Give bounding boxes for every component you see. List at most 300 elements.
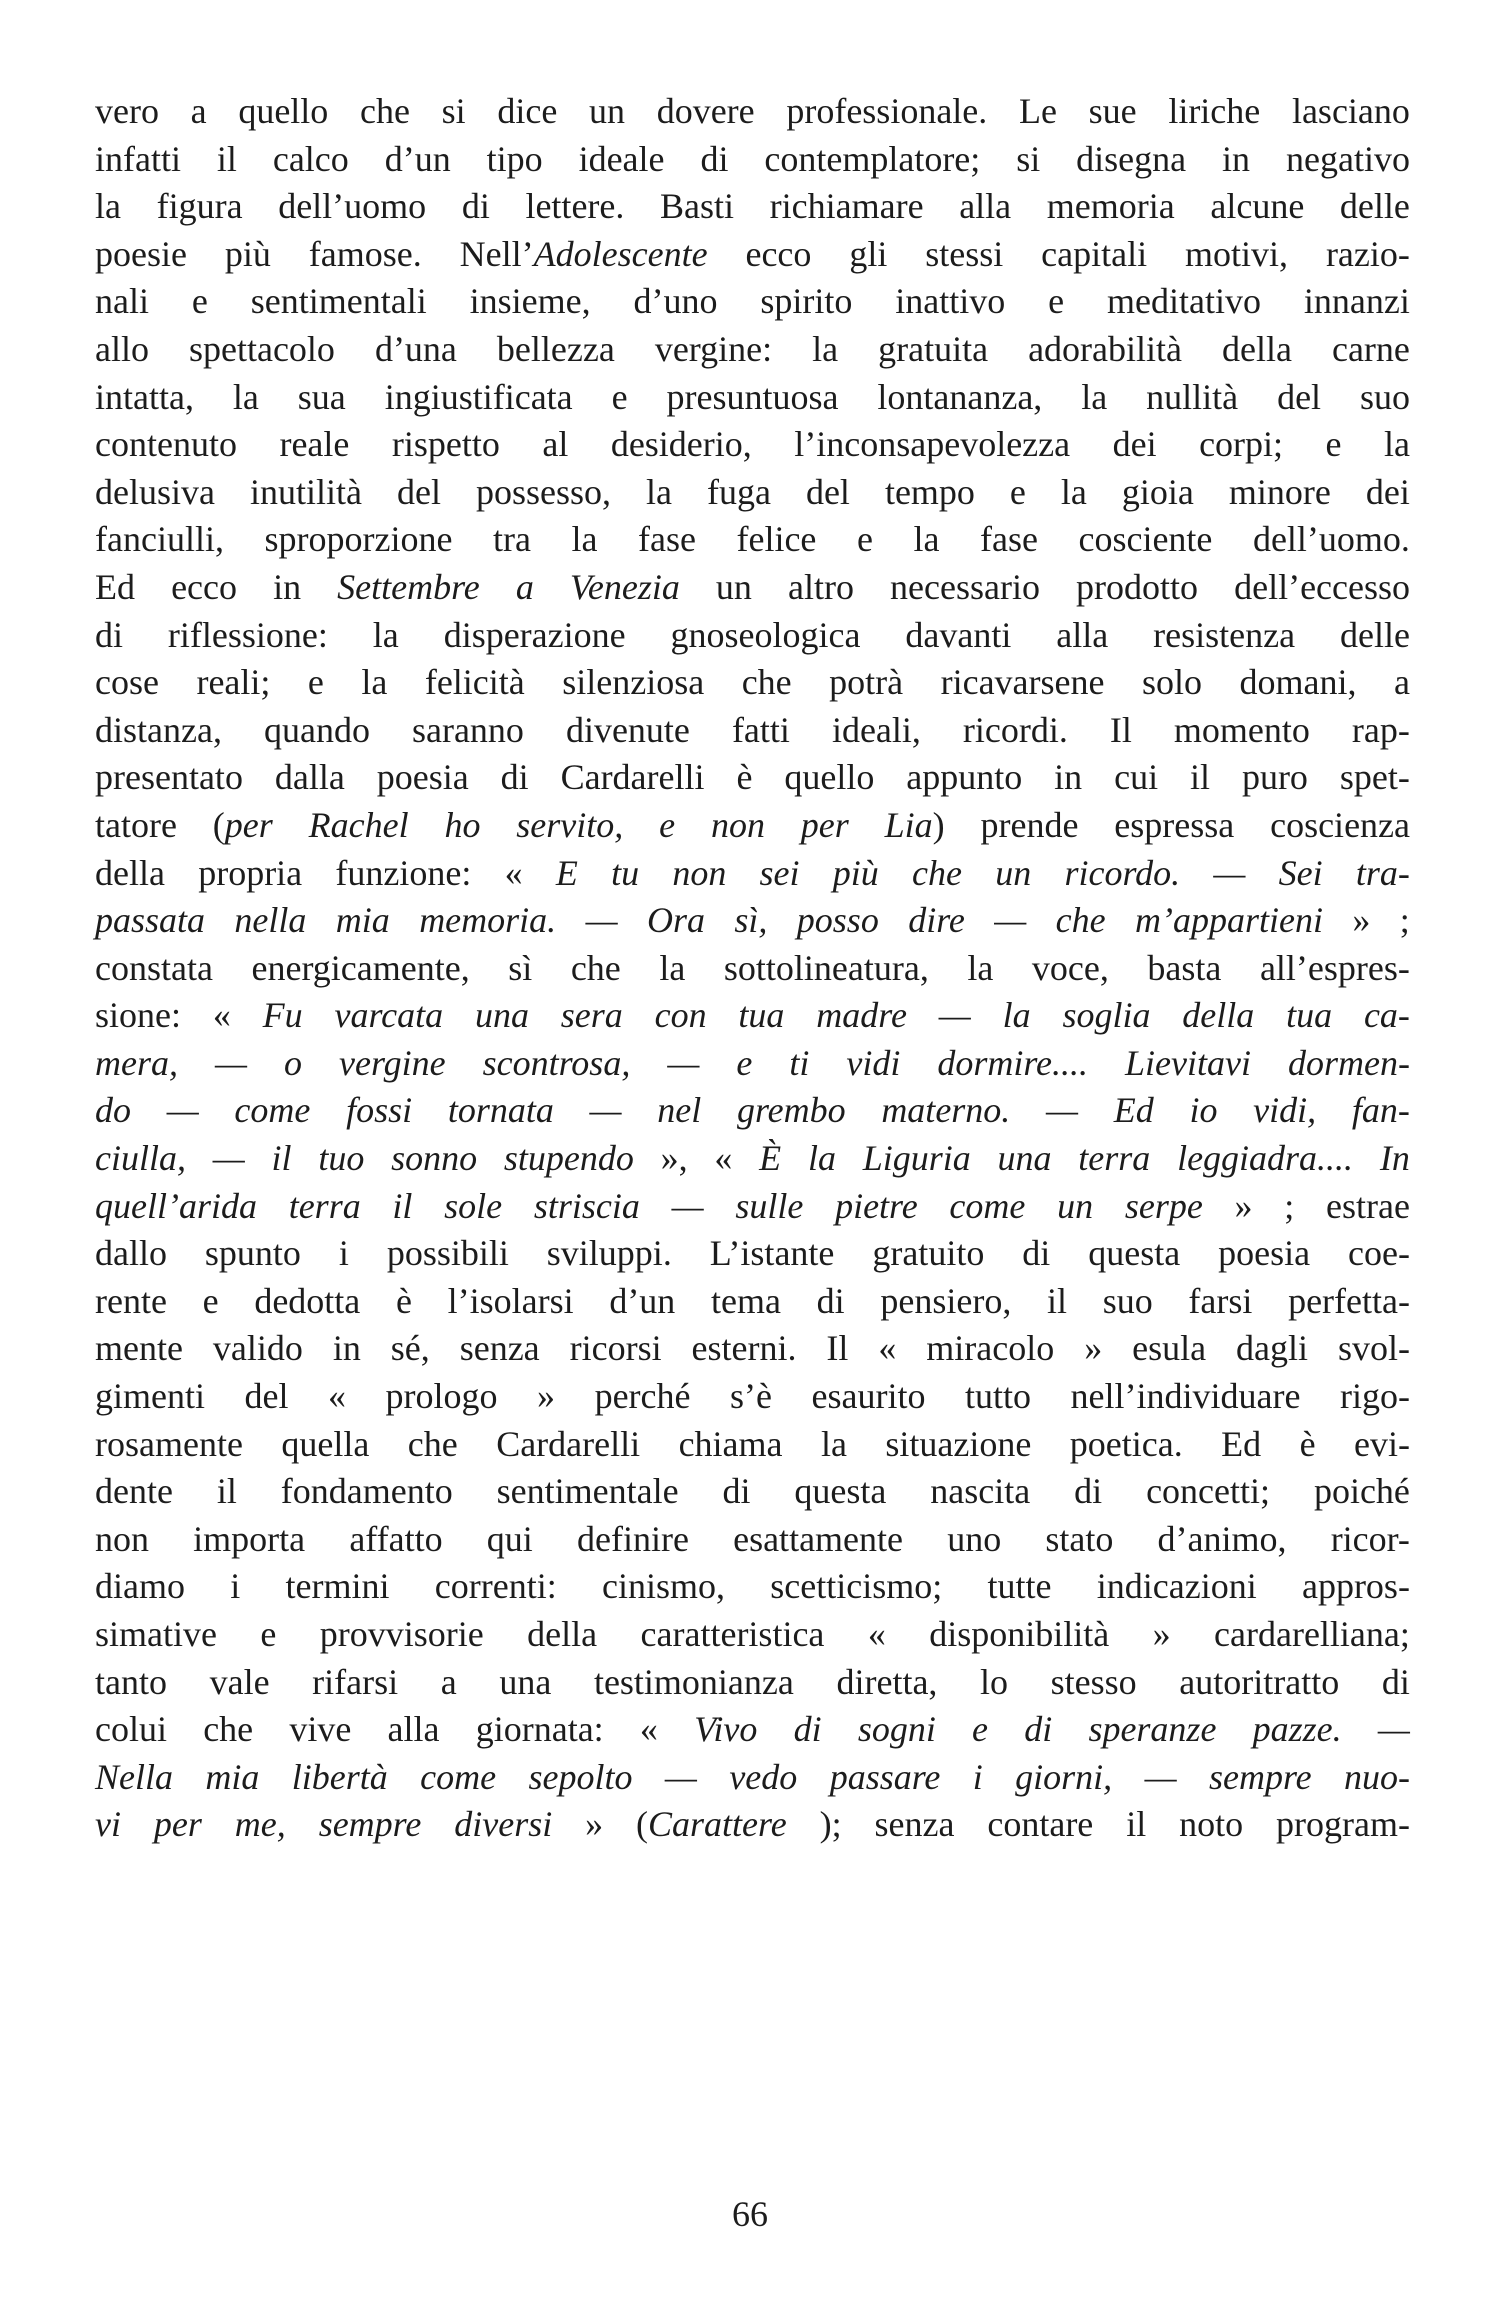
word: spettacolo — [188, 328, 335, 369]
word: quella — [281, 1423, 370, 1464]
word: il — [1126, 1804, 1147, 1845]
word: ( — [212, 804, 225, 845]
word: cui — [1114, 757, 1159, 798]
text-line — [95, 136, 1410, 184]
word: ricor- — [1330, 1518, 1410, 1559]
word: solo — [1141, 662, 1202, 703]
word: e — [1325, 424, 1342, 465]
word: la — [232, 376, 259, 417]
italic-word: vidi — [846, 1042, 901, 1083]
word: dell’uomo. — [1252, 519, 1410, 560]
italic-word: la — [1002, 995, 1031, 1036]
word: » — [1234, 1185, 1253, 1226]
word: domani, — [1239, 662, 1357, 703]
word: allo — [95, 328, 149, 369]
italic-word: leggiadra.... — [1177, 1138, 1354, 1179]
word: del — [396, 471, 441, 512]
word: coe- — [1348, 1233, 1410, 1274]
word: lo — [980, 1661, 1009, 1702]
word: ecco — [171, 566, 237, 607]
word: adorabilità — [1028, 328, 1182, 369]
word: il — [216, 1471, 237, 1512]
word: negativo — [1285, 138, 1410, 179]
italic-word: — — [212, 1138, 245, 1179]
italic-word: sempre — [1208, 1756, 1312, 1797]
italic-word: scontrosa, — [482, 1042, 631, 1083]
word: bellezza — [496, 328, 615, 369]
word: felice — [736, 519, 817, 560]
word: potrà — [829, 662, 904, 703]
word: « — [212, 995, 231, 1036]
word: inutilità — [249, 471, 362, 512]
word: delle — [1339, 186, 1410, 227]
word: spunto — [204, 1233, 301, 1274]
italic-word: pazze. — [1252, 1709, 1342, 1750]
word: farsi — [1188, 1280, 1253, 1321]
text-line — [95, 88, 1410, 136]
word: ); — [819, 1804, 842, 1845]
text-line — [95, 897, 1410, 945]
italic-word: sole — [444, 1185, 503, 1226]
word: fanciulli, — [95, 519, 224, 560]
italic-word: nuo- — [1344, 1756, 1410, 1797]
word: Il — [826, 1328, 849, 1369]
word: figura — [156, 186, 243, 227]
word: al — [542, 424, 569, 465]
word: appros- — [1301, 1566, 1410, 1607]
italic-word: la — [807, 1138, 836, 1179]
word: il — [1190, 757, 1211, 798]
word: perfetta- — [1288, 1280, 1410, 1321]
word: la — [361, 662, 388, 703]
text-line — [95, 992, 1410, 1040]
italic-word: quell’arida — [95, 1185, 257, 1226]
word: del — [1277, 376, 1322, 417]
italic-word: mia — [335, 900, 390, 941]
word: a — [1393, 662, 1410, 703]
word: espressa — [1114, 804, 1235, 845]
word: fuga — [706, 471, 771, 512]
word: simative — [95, 1614, 217, 1654]
word: miracolo — [926, 1328, 1055, 1369]
text-line — [95, 1659, 1410, 1707]
word: gratuita — [878, 328, 989, 369]
word: chiama — [678, 1423, 783, 1464]
text-line — [95, 1183, 1410, 1231]
word: poesia — [1218, 1233, 1311, 1274]
word: che — [203, 1709, 254, 1750]
word: la — [967, 947, 994, 988]
word: dallo — [95, 1233, 167, 1274]
word: vergine: — [654, 328, 773, 369]
word: divenute — [565, 709, 690, 750]
italic-word: sonno — [391, 1138, 478, 1179]
word: dice — [497, 91, 558, 131]
word: d’una — [374, 328, 457, 369]
word: innanzi — [1303, 281, 1410, 322]
word-group — [213, 802, 273, 850]
word: ; — [1399, 900, 1410, 941]
word: si — [441, 91, 466, 131]
word: si — [1016, 138, 1041, 179]
word: quando — [263, 709, 370, 750]
word: giornata: — [475, 1709, 604, 1750]
italic-word: terra — [288, 1185, 361, 1226]
text-line — [95, 183, 1410, 231]
text-line — [95, 1135, 1410, 1183]
text-line — [95, 945, 1410, 993]
word: gratuito — [872, 1233, 985, 1274]
word: e — [1048, 281, 1065, 322]
italic-word: una — [997, 1138, 1052, 1179]
word: la — [913, 519, 940, 560]
italic-word: grembo — [736, 1090, 846, 1131]
word: una — [499, 1661, 552, 1702]
word: di — [1381, 1661, 1410, 1702]
word: s’è — [730, 1376, 772, 1417]
word: « — [639, 1709, 658, 1750]
body-text — [95, 88, 1410, 1849]
word: alcune — [1210, 186, 1305, 227]
word: lasciano — [1291, 91, 1410, 131]
italic-word: — — [938, 995, 971, 1036]
word: insieme, — [469, 281, 591, 322]
word: la — [1060, 471, 1087, 512]
italic-word: un — [995, 852, 1032, 893]
word: che — [407, 1423, 458, 1464]
word: di — [700, 138, 729, 179]
italic-word: — — [1377, 1709, 1410, 1750]
word: gnoseologica — [670, 614, 861, 655]
word: « — [878, 1328, 897, 1369]
italic-word: Nella — [95, 1756, 173, 1797]
word: dedotta — [254, 1280, 361, 1321]
italic-word: che — [912, 852, 962, 893]
word: dell’eccesso — [1234, 566, 1410, 607]
italic-word: i — [972, 1756, 983, 1797]
word: Il — [1109, 709, 1132, 750]
word: qui — [486, 1518, 533, 1559]
word: richiamare — [769, 186, 924, 227]
word: sì — [508, 947, 533, 988]
italic-word: serpe — [1124, 1185, 1203, 1226]
word: gli — [849, 233, 888, 274]
word: e — [202, 1280, 219, 1321]
word: appunto — [906, 757, 1023, 798]
italic-word: fan- — [1351, 1090, 1410, 1131]
word: disperazione — [443, 614, 626, 655]
word: gimenti — [95, 1376, 205, 1417]
word: constata — [95, 947, 213, 988]
italic-word: Ed — [1113, 1090, 1154, 1131]
word: cardarelliana; — [1214, 1614, 1410, 1654]
word: presuntuosa — [666, 376, 839, 417]
italic-word: ciulla, — [95, 1138, 186, 1179]
word: lontananza, — [877, 376, 1043, 417]
word: la — [820, 1423, 847, 1464]
italic-word: Fu — [262, 995, 303, 1036]
italic-word: servito, — [516, 804, 624, 845]
italic-word: e — [659, 804, 676, 845]
word: dell’uomo — [278, 186, 427, 227]
italic-word: fossi — [346, 1090, 413, 1131]
word: cosciente — [1078, 519, 1213, 560]
word: sentimentale — [496, 1471, 679, 1512]
word: uno — [947, 1518, 1002, 1559]
italic-word: dire — [908, 900, 965, 941]
italic-word: tornata — [447, 1090, 554, 1131]
italic-word: vi — [95, 1804, 121, 1845]
word: » — [1352, 900, 1371, 941]
word: colui — [95, 1709, 167, 1750]
word: professionale. — [786, 91, 988, 131]
word: la — [646, 471, 672, 512]
word: Cardarelli — [560, 757, 705, 798]
word: nell’individuare — [1070, 1376, 1301, 1417]
word: Cardarelli — [496, 1423, 641, 1464]
word: che — [741, 662, 792, 703]
italic-word: — — [589, 1090, 622, 1131]
word: dovere — [656, 91, 755, 131]
word: del — [244, 1376, 289, 1417]
word: delle — [1339, 614, 1410, 655]
word: importa — [193, 1518, 306, 1559]
word: suo — [1102, 1280, 1153, 1321]
word: liriche — [1168, 91, 1261, 131]
italic-word: me, — [234, 1804, 286, 1845]
word: rigo- — [1339, 1376, 1410, 1417]
word: alla — [1056, 614, 1109, 655]
italic-word: sei — [759, 852, 800, 893]
word: tipo — [486, 138, 543, 179]
text-line — [95, 326, 1410, 374]
word: « — [867, 1614, 886, 1654]
word: rifarsi — [312, 1661, 399, 1702]
italic-word: Lievitavi — [1125, 1042, 1251, 1083]
word: quello — [784, 757, 875, 798]
italic-word: Lia — [884, 804, 933, 845]
word: dalla — [274, 757, 345, 798]
word: di — [722, 1471, 751, 1512]
word: » — [537, 1376, 556, 1417]
word: L’istante — [709, 1233, 835, 1274]
word: vale — [209, 1661, 270, 1702]
text-line — [95, 1278, 1410, 1326]
italic-word: posso — [796, 900, 879, 941]
word: Ed — [1221, 1423, 1262, 1464]
italic-word: memoria. — [419, 900, 557, 941]
word: momento — [1173, 709, 1310, 750]
italic-word: madre — [816, 995, 907, 1036]
text-line — [95, 612, 1410, 660]
word: contare — [987, 1804, 1094, 1845]
word: questa — [794, 1471, 887, 1512]
word: a — [440, 1661, 457, 1702]
word: razio- — [1325, 233, 1410, 274]
italic-word: per — [800, 804, 849, 845]
text-line — [95, 659, 1410, 707]
italic-word: il — [392, 1185, 413, 1226]
word: la — [372, 614, 399, 655]
word: che — [360, 91, 410, 131]
italic-word: per — [224, 804, 273, 845]
italic-word: e — [972, 1709, 989, 1750]
word: definire — [576, 1518, 689, 1559]
italic-word: sogni — [857, 1709, 936, 1750]
word: rente — [95, 1280, 167, 1321]
word: pensiero, — [880, 1280, 1012, 1321]
word: della — [95, 852, 165, 893]
italic-word: come — [420, 1756, 497, 1797]
word: sua — [297, 376, 346, 417]
word-group — [820, 1801, 842, 1849]
word: program- — [1276, 1804, 1410, 1845]
word: più — [224, 233, 271, 274]
word: » — [1084, 1328, 1103, 1369]
italic-word: E — [555, 852, 578, 893]
word: poetica. — [1069, 1423, 1183, 1464]
word: », — [660, 1138, 688, 1179]
italic-word: Settembre — [337, 566, 480, 607]
italic-word: materno. — [881, 1090, 1011, 1131]
word: ; — [1284, 1185, 1295, 1226]
page-number: 66 — [732, 2194, 768, 2234]
word: tutto — [965, 1376, 1032, 1417]
word-group — [885, 802, 945, 850]
text-line — [95, 1611, 1410, 1659]
word: rispetto — [391, 424, 500, 465]
italic-word: Vivo — [694, 1709, 758, 1750]
word: calco — [272, 138, 349, 179]
word: in — [1222, 138, 1251, 179]
text-line — [95, 850, 1410, 898]
word: inattivo — [895, 281, 1006, 322]
text-line — [95, 754, 1410, 802]
word: in — [1054, 757, 1083, 798]
italic-word: — — [1046, 1090, 1079, 1131]
word: disponibilità — [929, 1614, 1110, 1654]
word: affatto — [349, 1518, 443, 1559]
word: prologo — [385, 1376, 498, 1417]
word: e — [191, 281, 208, 322]
italic-word: sulle — [735, 1185, 804, 1226]
word: e — [611, 376, 628, 417]
word: » — [1152, 1614, 1171, 1654]
italic-word: io — [1189, 1090, 1218, 1131]
italic-word: dormire.... — [937, 1042, 1088, 1083]
word: gioia — [1121, 471, 1194, 512]
word: funzione: — [335, 852, 472, 893]
word: evi- — [1354, 1423, 1410, 1464]
italic-word: come — [234, 1090, 311, 1131]
italic-word: di — [1024, 1709, 1053, 1750]
word: suo — [1359, 376, 1410, 417]
word: caratteristica — [640, 1614, 825, 1654]
word: in — [273, 566, 302, 607]
italic-word: — — [1144, 1756, 1177, 1797]
italic-word: ricordo. — [1064, 852, 1181, 893]
italic-word: sera — [560, 995, 623, 1036]
word: di — [500, 757, 529, 798]
italic-word: una — [474, 995, 529, 1036]
text-line — [95, 278, 1410, 326]
italic-word: striscia — [533, 1185, 640, 1226]
word: della — [527, 1614, 598, 1654]
italic-word: Ora — [646, 900, 705, 941]
italic-word: della — [1182, 995, 1255, 1036]
text-line — [95, 469, 1410, 517]
word: alla — [959, 186, 1012, 227]
word: la — [659, 947, 686, 988]
italic-word: — — [166, 1090, 199, 1131]
word: reali; — [196, 662, 271, 703]
word: ideale — [578, 138, 665, 179]
word: ecco — [745, 233, 812, 274]
word: di — [1022, 1233, 1051, 1274]
italic-word: mera, — [95, 1042, 178, 1083]
word: e — [260, 1614, 277, 1654]
word: poesia — [376, 757, 469, 798]
word: la — [95, 186, 121, 227]
word-group — [460, 231, 708, 279]
word: autoritratto — [1179, 1661, 1340, 1702]
word: cose — [95, 662, 159, 703]
word: esaurito — [811, 1376, 926, 1417]
text-line — [95, 802, 1410, 850]
italic-word: — — [667, 1042, 700, 1083]
word: mente — [95, 1328, 183, 1369]
word: non — [95, 1518, 149, 1559]
word: tanto — [95, 1661, 167, 1702]
word: all’espres- — [1259, 947, 1410, 988]
word: poesie — [95, 233, 187, 274]
word: che — [570, 947, 621, 988]
italic-word: o — [284, 1042, 303, 1083]
word: di — [1074, 1471, 1103, 1512]
word: alla — [387, 1709, 440, 1750]
italic-word: ti — [789, 1042, 810, 1083]
word: voce, — [1031, 947, 1109, 988]
word: nali — [95, 281, 149, 322]
text-line — [95, 1040, 1410, 1088]
word: perché — [594, 1376, 691, 1417]
word: sottolineatura, — [723, 947, 929, 988]
italic-word: passare — [829, 1756, 941, 1797]
word: cinismo, — [602, 1566, 725, 1607]
text-line — [95, 1754, 1410, 1802]
italic-word: ca- — [1363, 995, 1410, 1036]
italic-word: Liguria — [862, 1138, 971, 1179]
italic-word: varcata — [334, 995, 444, 1036]
text-line — [95, 1706, 1410, 1754]
text-line — [95, 516, 1410, 564]
word: spet- — [1339, 757, 1410, 798]
word: prende — [980, 804, 1079, 845]
word: nullità — [1146, 376, 1239, 417]
word: puro — [1241, 757, 1308, 798]
word: dente — [95, 1471, 173, 1512]
italic-word: non — [672, 852, 727, 893]
italic-word: mia — [205, 1756, 260, 1797]
word: delusiva — [95, 471, 215, 512]
word: esterni. — [691, 1328, 797, 1369]
word: dei — [1112, 424, 1157, 465]
word: motivi, — [1185, 233, 1289, 274]
word: sproporzione — [264, 519, 453, 560]
italic-word: sempre — [318, 1804, 422, 1845]
word: indicazioni — [1096, 1566, 1257, 1607]
word-group — [636, 1801, 787, 1849]
